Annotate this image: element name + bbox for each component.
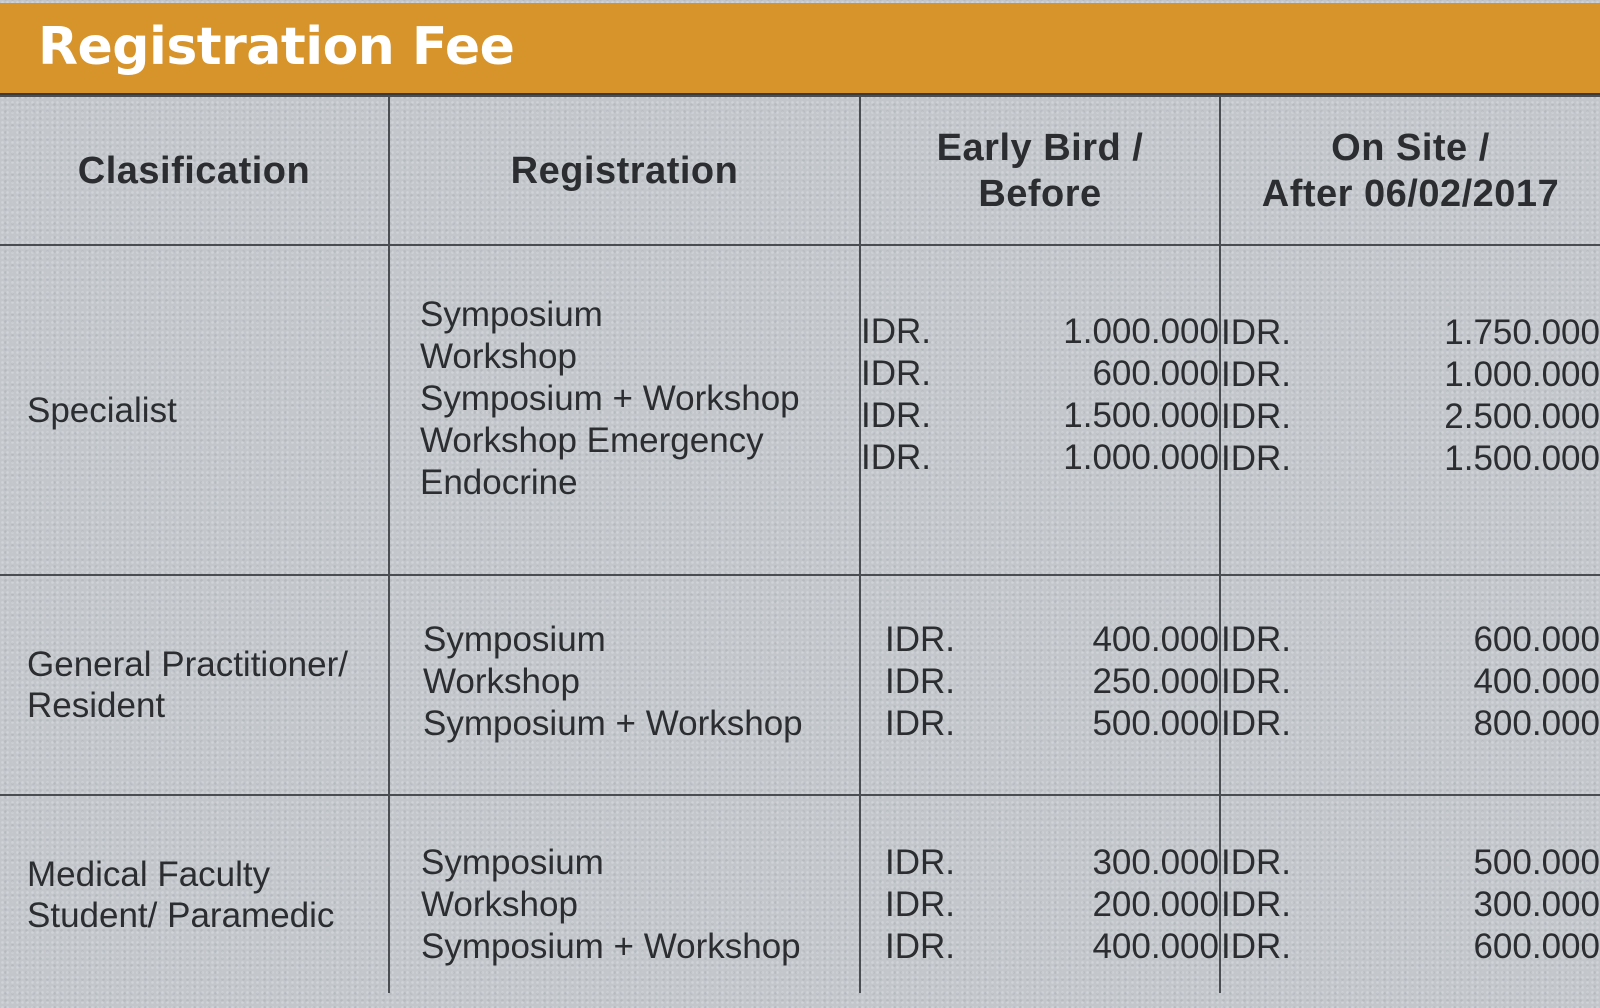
registration-cell — [389, 245, 860, 575]
price-amount: 600.000 — [1092, 354, 1219, 393]
price-line — [861, 353, 1219, 395]
registration-item: Symposium + Workshop — [421, 926, 801, 966]
price-currency: IDR. — [885, 926, 955, 966]
price-currency: IDR. — [1221, 926, 1291, 966]
on-site-cell — [1220, 575, 1600, 795]
early-bird-cell — [860, 245, 1220, 575]
price-amount: 1.000.000 — [1063, 438, 1219, 477]
price-amount: 600.000 — [1473, 926, 1600, 966]
fee-table — [0, 95, 1600, 993]
price-line — [885, 884, 1219, 926]
price-line — [1221, 926, 1600, 968]
price-currency: IDR. — [1221, 842, 1291, 882]
price-amount: 1.750.000 — [1444, 313, 1600, 352]
price-line — [1221, 884, 1600, 926]
price-amount: 1.500.000 — [1063, 396, 1219, 435]
price-line — [885, 619, 1219, 661]
price-amount: 300.000 — [1092, 842, 1219, 882]
registration-item: Endocrine — [420, 463, 578, 502]
price-line — [861, 395, 1219, 437]
price-currency: IDR. — [1221, 620, 1291, 659]
registration-item: Symposium + Workshop — [423, 704, 803, 743]
price-line — [885, 703, 1219, 745]
price-line — [861, 311, 1219, 353]
classification-line: General Practitioner/ — [27, 645, 348, 684]
price-line — [1221, 312, 1600, 354]
price-line — [1221, 438, 1600, 480]
header-row — [0, 96, 1600, 245]
table-row — [0, 245, 1600, 575]
classification-line: Medical Faculty — [27, 854, 271, 894]
price-amount: 400.000 — [1473, 662, 1600, 701]
price-currency: IDR. — [1221, 313, 1291, 352]
price-currency: IDR. — [885, 620, 955, 659]
price-currency: IDR. — [885, 662, 955, 701]
price-currency: IDR. — [1221, 397, 1291, 436]
price-currency: IDR. — [885, 842, 955, 882]
registration-item: Workshop — [421, 884, 578, 924]
price-amount: 600.000 — [1473, 620, 1600, 659]
classification-cell — [0, 245, 389, 575]
header-registration-label: Registration — [510, 149, 739, 192]
price-amount: 500.000 — [1473, 842, 1600, 882]
price-currency: IDR. — [1221, 662, 1291, 701]
price-currency: IDR. — [1221, 439, 1291, 478]
price-amount: 1.500.000 — [1444, 439, 1600, 478]
header-on-site-line1: On Site / — [1331, 126, 1490, 169]
price-amount: 500.000 — [1092, 704, 1219, 743]
classification-line: Student/ Paramedic — [27, 895, 335, 935]
price-amount: 300.000 — [1473, 884, 1600, 924]
price-amount: 2.500.000 — [1444, 397, 1600, 436]
table-row — [0, 795, 1600, 993]
price-amount: 200.000 — [1092, 884, 1219, 924]
on-site-cell — [1220, 795, 1600, 993]
registration-item: Workshop — [420, 337, 577, 376]
header-on-site — [1220, 96, 1600, 245]
on-site-cell — [1220, 245, 1600, 575]
price-currency: IDR. — [861, 396, 931, 435]
price-line — [1221, 842, 1600, 884]
title-bar — [0, 3, 1600, 95]
header-registration — [389, 96, 860, 245]
registration-item: Workshop Emergency — [420, 421, 764, 460]
price-amount: 400.000 — [1092, 926, 1219, 966]
price-currency: IDR. — [1221, 355, 1291, 394]
price-amount: 1.000.000 — [1063, 312, 1219, 351]
registration-cell — [389, 795, 860, 993]
price-amount: 400.000 — [1092, 620, 1219, 659]
table-row — [0, 575, 1600, 795]
price-currency: IDR. — [885, 704, 955, 743]
header-classification-label: Clasification — [77, 149, 311, 192]
registration-item: Symposium — [420, 295, 603, 334]
classification-line: Specialist — [27, 390, 177, 430]
header-on-site-line2: After 06/02/2017 — [1261, 172, 1560, 215]
price-currency: IDR. — [885, 884, 955, 924]
price-line — [1221, 396, 1600, 438]
registration-item: Workshop — [423, 662, 580, 701]
registration-item: Symposium — [423, 620, 606, 659]
registration-item: Symposium — [421, 842, 604, 882]
early-bird-cell — [860, 795, 1220, 993]
price-line — [1221, 354, 1600, 396]
price-currency: IDR. — [861, 354, 931, 393]
price-line — [1221, 703, 1600, 745]
header-classification — [0, 96, 389, 245]
classification-line: Resident — [27, 686, 166, 725]
classification-cell — [0, 795, 389, 993]
price-amount: 1.000.000 — [1444, 355, 1600, 394]
price-currency: IDR. — [1221, 884, 1291, 924]
registration-item: Symposium + Workshop — [420, 379, 800, 418]
price-line — [885, 661, 1219, 703]
registration-cell — [389, 575, 860, 795]
price-amount: 800.000 — [1473, 704, 1600, 743]
early-bird-cell — [860, 575, 1220, 795]
price-line — [861, 437, 1219, 479]
price-line — [1221, 661, 1600, 703]
price-amount: 250.000 — [1092, 662, 1219, 701]
header-early-bird-line1: Early Bird / — [936, 126, 1144, 169]
header-early-bird — [860, 96, 1220, 245]
classification-cell — [0, 575, 389, 795]
price-line — [885, 926, 1219, 968]
price-line — [1221, 619, 1600, 661]
price-currency: IDR. — [861, 312, 931, 351]
price-line — [885, 842, 1219, 884]
page-title: Registration Fee — [38, 17, 515, 77]
header-early-bird-line2: Before — [978, 172, 1102, 215]
price-currency: IDR. — [861, 438, 931, 477]
price-currency: IDR. — [1221, 704, 1291, 743]
